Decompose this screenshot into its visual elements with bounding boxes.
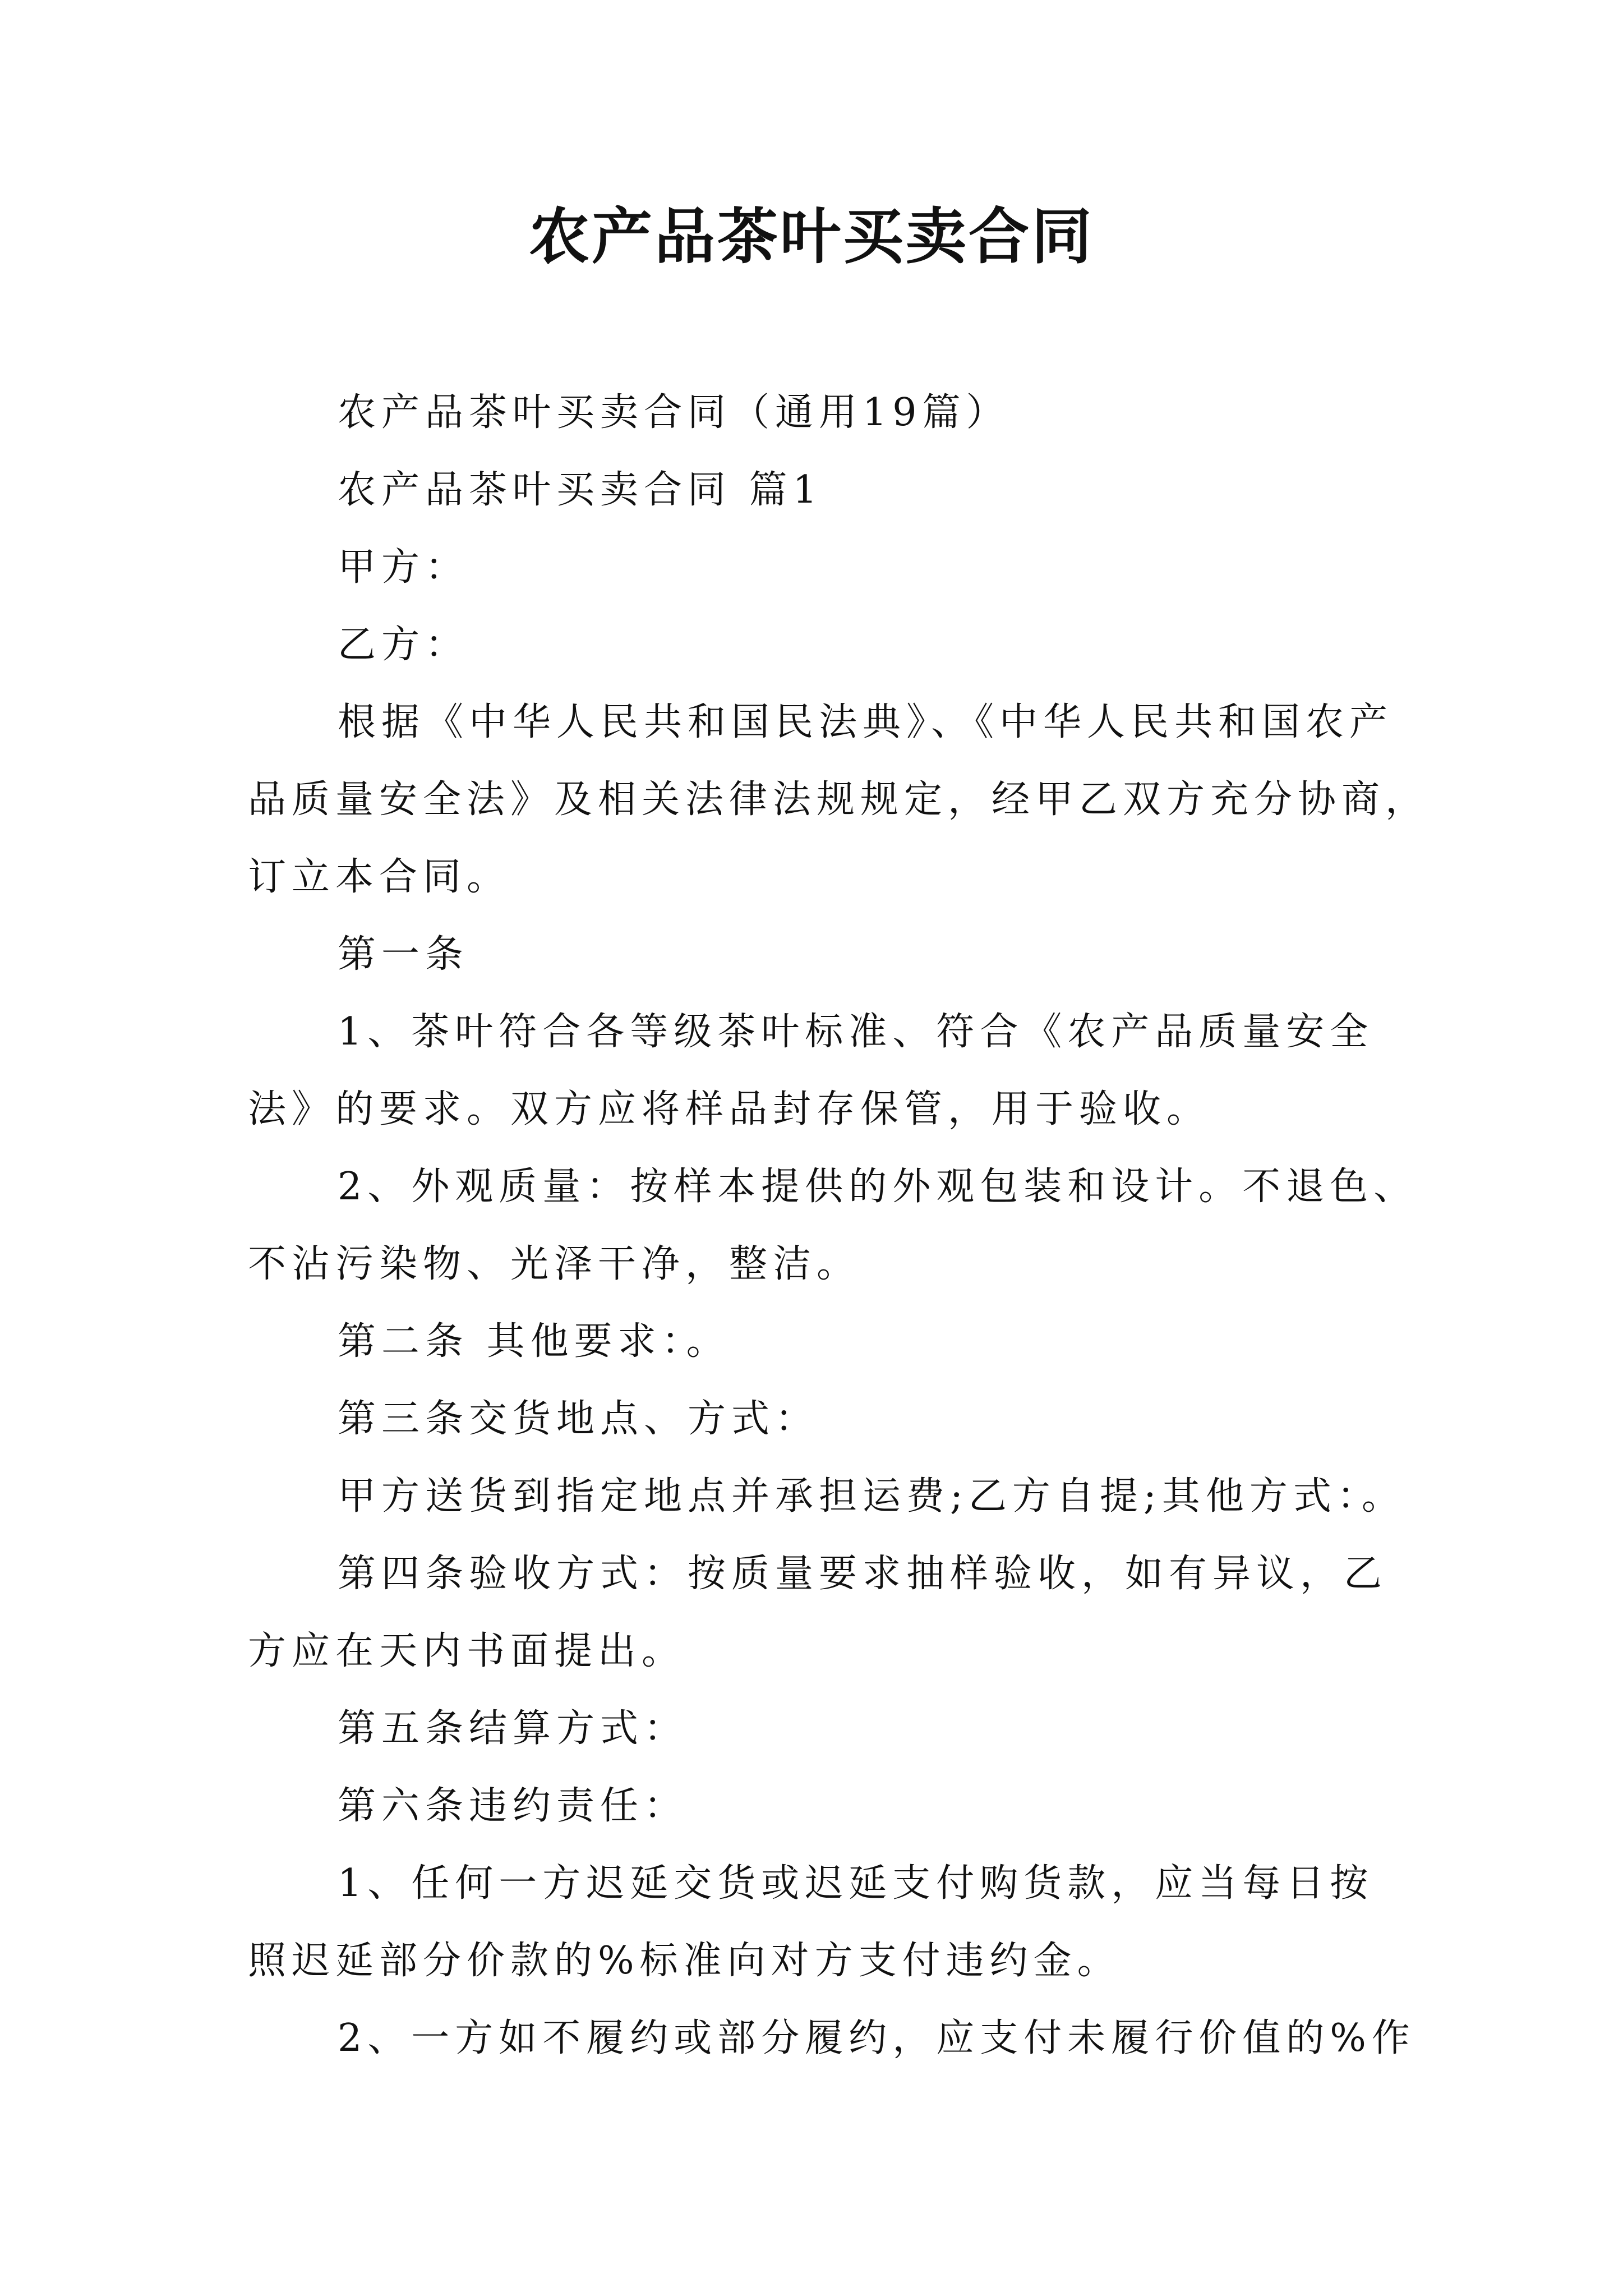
- paragraph-line: 1、任何一方迟延交货或迟延支付购货款，应当每日按: [338, 1861, 1374, 1906]
- paragraph-line: 甲方送货到指定地点并承担运费;乙方自提;其他方式：。: [338, 1474, 1405, 1519]
- paragraph: [248, 1458, 1405, 1535]
- paragraph: [248, 684, 1430, 916]
- paragraph: [248, 529, 1392, 606]
- paragraph: [248, 1303, 1392, 1381]
- paragraph-line: 法》的要求。双方应将样品封存保管，用于验收。: [248, 1087, 1211, 1131]
- paragraph: [248, 993, 1392, 1148]
- paragraph-line: 照迟延部分价款的%标准向对方支付违约金。: [248, 1939, 1121, 1983]
- paragraph: [248, 1768, 1392, 1845]
- paragraph: [248, 2000, 1415, 2077]
- paragraph-line: 不沾污染物、光泽干净，整洁。: [248, 1242, 861, 1286]
- paragraph: [248, 374, 1392, 452]
- paragraph: [248, 1535, 1392, 1690]
- paragraph: [248, 1690, 1392, 1768]
- paragraph-line: 2、一方如不履约或部分履约，应支付未履行价值的%作: [338, 2016, 1415, 2060]
- paragraph-line: 方应在天内书面提出。: [248, 1629, 686, 1673]
- paragraph-line: 1、茶叶符合各等级茶叶标准、符合《农产品质量安全: [338, 1010, 1374, 1054]
- paragraph: [248, 1845, 1392, 2000]
- paragraph: [248, 606, 1392, 684]
- paragraph-line: 农产品茶叶买卖合同（通用19篇）: [338, 390, 1010, 435]
- document-title: 农产品茶叶买卖合同: [528, 201, 1094, 272]
- paragraph-line: 农产品茶叶买卖合同 篇1: [338, 468, 823, 512]
- paragraph-line: 品质量安全法》及相关法律法规规定，经甲乙双方充分协商，: [248, 777, 1430, 822]
- paragraph: [248, 1381, 1392, 1458]
- paragraph-line: 第五条结算方式：: [338, 1706, 688, 1751]
- paragraph: [248, 916, 1392, 993]
- paragraph-line: 根据《中华人民共和国民法典》、《中华人民共和国农产: [338, 700, 1394, 744]
- paragraph-line: 第三条交货地点、方式：: [338, 1397, 819, 1441]
- paragraph-line: 乙方：: [338, 623, 469, 667]
- paragraph-line: 第二条 其他要求：。: [338, 1319, 730, 1364]
- paragraph-line: 订立本合同。: [248, 855, 511, 899]
- paragraph-line: 第一条: [338, 932, 469, 977]
- paragraph: [248, 1148, 1418, 1303]
- document-body: [248, 374, 1430, 2077]
- paragraph-line: 甲方：: [338, 545, 469, 590]
- paragraph-line: 第四条验收方式：按质量要求抽样验收，如有异议，乙: [338, 1552, 1388, 1596]
- paragraph-line: 第六条违约责任：: [338, 1784, 688, 1828]
- paragraph-line: 2、外观质量：按样本提供的外观包装和设计。不退色、: [338, 1165, 1418, 1209]
- paragraph: [248, 452, 1392, 529]
